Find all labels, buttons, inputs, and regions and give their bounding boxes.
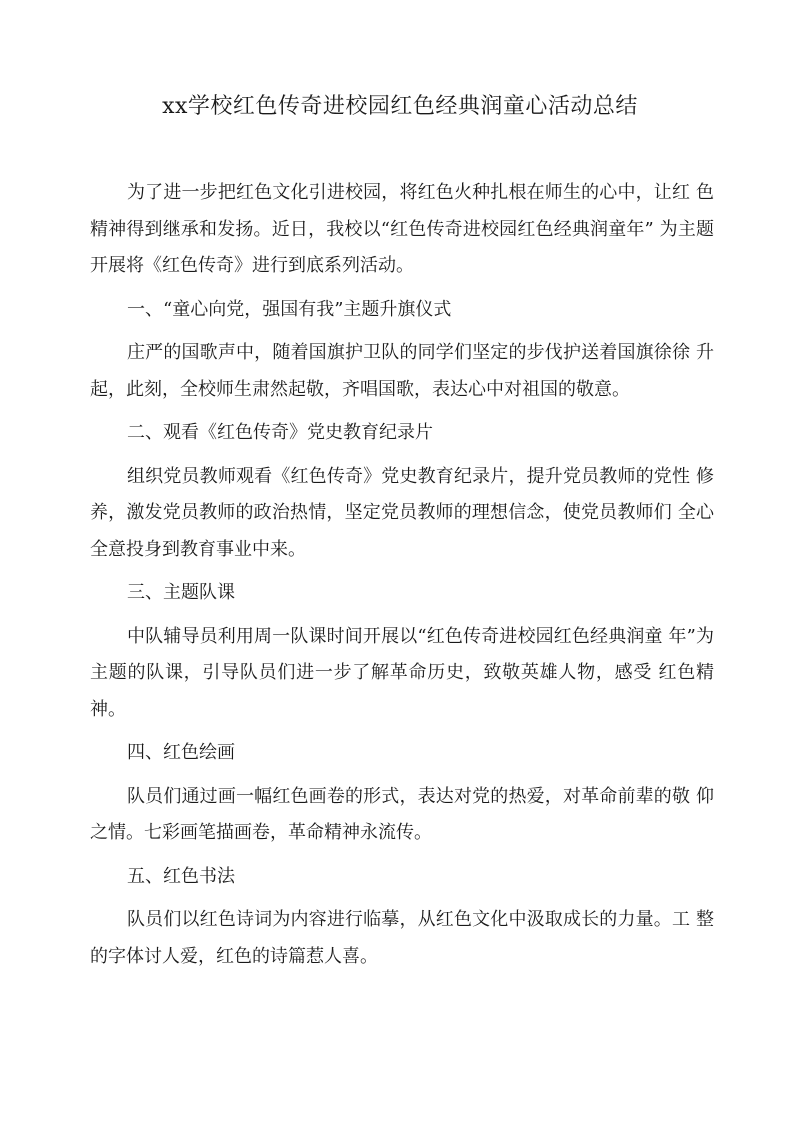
section-heading-painting: 四、红色绘画 (127, 742, 235, 763)
section-body-calligraphy: 队员们以红色诗词为内容进行临摹，从红色文化中汲取成长的力量。工 整的字体讨人爱，红色的诗篇惹人喜。 (90, 909, 714, 967)
section-body-documentary: 组织党员教师观看《红色传奇》党史教育纪录片，提升党员教师的党性 修养，激发党员教师的政治热情，坚定党员教师的理想信念，使党员教师们 全心全意投身到教育事业中来。 (90, 465, 714, 560)
section-heading-team-class: 三、主题队课 (127, 582, 235, 603)
section-heading-documentary: 二、观看《红色传奇》党史教育纪录片 (127, 422, 433, 443)
section-body-team-class: 中队辅导员利用周一队课时间开展以“红色传奇进校园红色经典润童 年”为主题的队课，引导队员们进一步了解革命历史，致敬英雄人物，感受 红色精神。 (90, 625, 714, 720)
document-body (90, 175, 714, 975)
section-heading-calligraphy: 五、红色书法 (127, 865, 235, 887)
intro-paragraph: 为了进一步把红色文化引进校园，将红色火种扎根在师生的心中，让红 色精神得到继承和发扬。近日，我校以“红色传奇进校园红色经典润童年” 为主题开展将《红色传奇》进行到底系列活动。 (90, 182, 714, 276)
document-title: xx学校红色传奇进校园红色经典润童心活动总结 (162, 94, 638, 119)
section-heading-flag-ceremony: 一、“童心向党，强国有我”主题升旗仪式 (127, 298, 452, 320)
section-body-painting: 队员们通过画一幅红色画卷的形式，表达对党的热爱，对革命前辈的敬 仰之情。七彩画笔描画卷，革命精神永流传。 (90, 785, 714, 843)
section-body-flag-ceremony: 庄严的国歌声中，随着国旗护卫队的同学们坚定的步伐护送着国旗徐徐 升起，此刻，全校师生肃然起敬，齐唱国歌，表达心中对祖国的敬意。 (90, 342, 714, 400)
